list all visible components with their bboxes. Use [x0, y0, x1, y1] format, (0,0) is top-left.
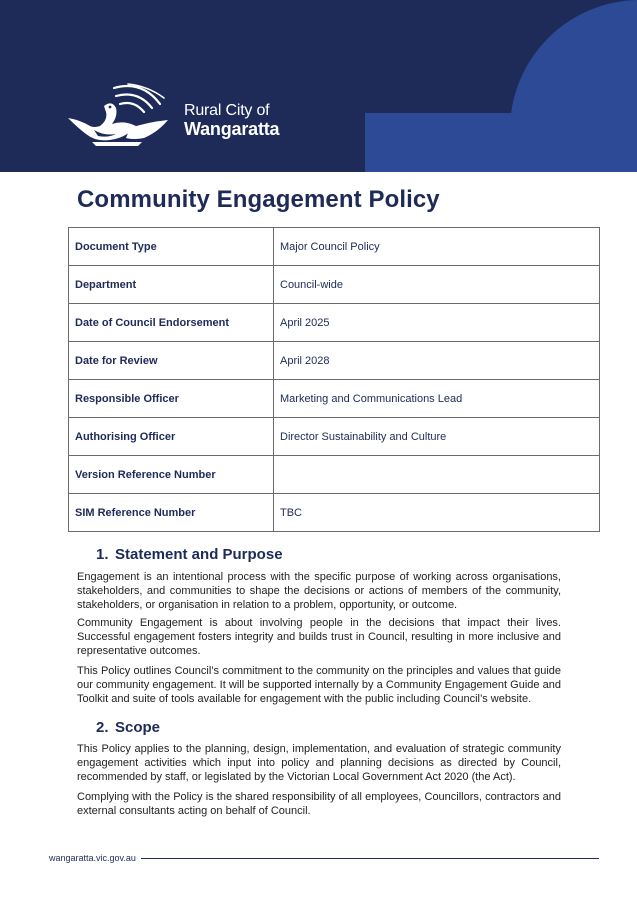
meta-value: April 2028: [274, 342, 600, 380]
meta-value: [274, 456, 600, 494]
page-title: Community Engagement Policy: [77, 186, 440, 213]
table-row: [69, 456, 600, 494]
table-row: [69, 342, 600, 380]
meta-label: Document Type: [69, 228, 274, 266]
table-row: [69, 266, 600, 304]
paragraph: Complying with the Policy is the shared responsibility of all employees, Councillors, contractors and external consultants acting on behalf of Council.: [77, 791, 561, 817]
meta-label: Version Reference Number: [69, 456, 274, 494]
page-header: [0, 0, 637, 172]
table-row: [69, 304, 600, 342]
paragraph: This Policy applies to the planning, design, implementation, and evaluation of strategic community engagement activities which input into policy and planning decisions as directed by Council, recommended by staff, or legislated by the Victorian Local Government Act 2020 (the Act).: [77, 743, 561, 783]
meta-label: Date of Council Endorsement: [69, 304, 274, 342]
paragraph: This Policy outlines Council’s commitment to the community on the principles and values that guide our community engagement. It will be supported internally by a Community Engagement Guide and Toolkit and suite of tools available for engagement with the public including Council’s website.: [77, 665, 561, 705]
brand-wordmark: [184, 103, 279, 138]
meta-value: Council-wide: [274, 266, 600, 304]
section-heading-scope: [96, 719, 160, 736]
brand-line-1: Rural City of: [184, 102, 270, 119]
table-row: [69, 418, 600, 456]
section-title: Scope: [115, 719, 161, 736]
meta-label: Date for Review: [69, 342, 274, 380]
section-title: Statement and Purpose: [115, 546, 283, 563]
meta-label: Responsible Officer: [69, 380, 274, 418]
meta-label: SIM Reference Number: [69, 494, 274, 532]
table-row: [69, 228, 600, 266]
swan-logo-icon: [64, 76, 172, 154]
footer-divider: [141, 858, 599, 859]
paragraph: Engagement is an intentional process with the specific purpose of working across organisations, stakeholders, and communities to shape the decisions or actions of members of the community, stakeholders, or organisation in relation to a problem, opportunity, or outcome.: [77, 571, 561, 611]
section-heading-statement-purpose: [96, 546, 283, 563]
meta-label: Authorising Officer: [69, 418, 274, 456]
header-decoration-rect: [365, 113, 637, 172]
section-number: 1.: [96, 546, 109, 563]
meta-value: Marketing and Communications Lead: [274, 380, 600, 418]
meta-value: TBC: [274, 494, 600, 532]
document-metadata-table: [68, 227, 600, 532]
footer-website-link[interactable]: wangaratta.vic.gov.au: [49, 853, 136, 863]
meta-value: April 2025: [274, 304, 600, 342]
paragraph: Community Engagement is about involving people in the decisions that impact their lives. Successful engagement fosters integrity and builds trust in Council, resulting in more inclusive and representative outcomes.: [77, 617, 561, 657]
brand-line-2: Wangaratta: [184, 119, 280, 139]
meta-value: Major Council Policy: [274, 228, 600, 266]
table-row: [69, 380, 600, 418]
table-row: [69, 494, 600, 532]
meta-value: Director Sustainability and Culture: [274, 418, 600, 456]
meta-label: Department: [69, 266, 274, 304]
section-number: 2.: [96, 719, 109, 736]
